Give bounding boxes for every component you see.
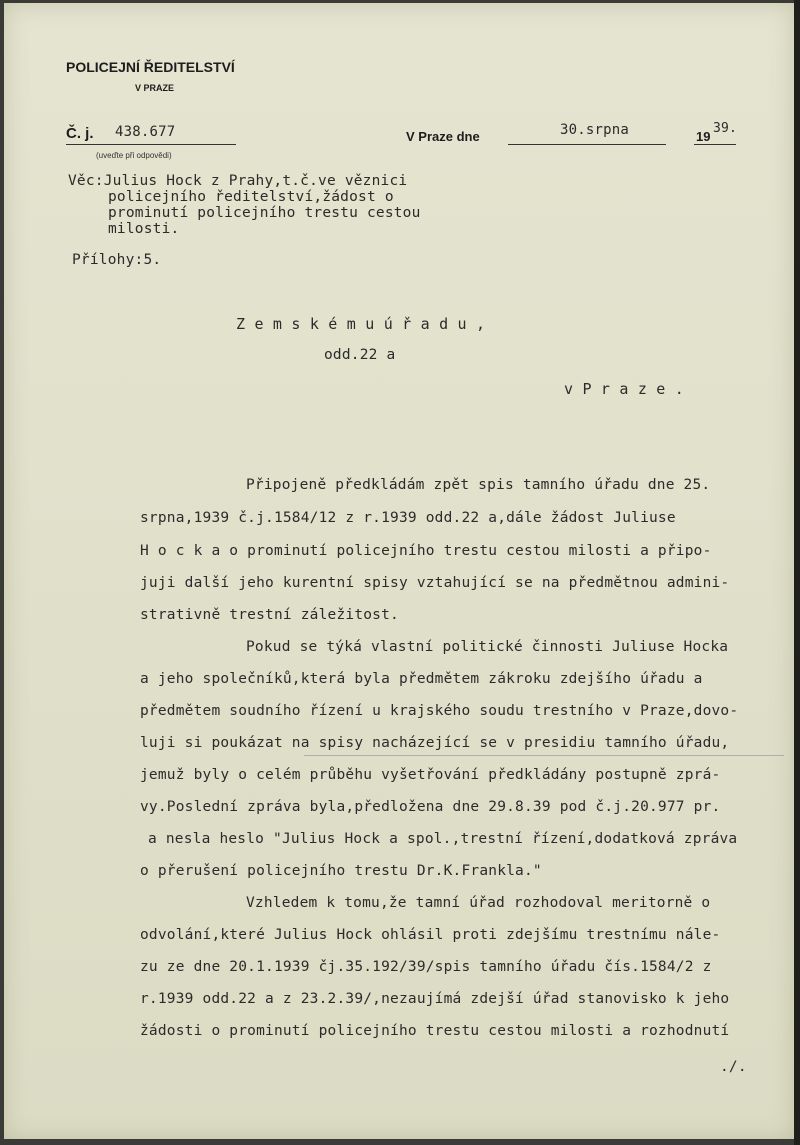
subject-line-4: milosti. bbox=[108, 221, 180, 237]
year-rule bbox=[694, 144, 736, 145]
body-line: srpna,1939 č.j.1584/12 z r.1939 odd.22 a,dále žádost Juliuse bbox=[140, 510, 676, 526]
body-line: Pokud se týká vlastní politické činnosti Juliuse Hocka bbox=[246, 639, 729, 655]
body-line: vy.Poslední zpráva byla,předložena dne 29.8.39 pod č.j.20.977 pr. bbox=[140, 799, 721, 815]
reference-number: 438.677 bbox=[115, 124, 176, 140]
document-page bbox=[4, 3, 794, 1139]
subject-line-3: prominutí policejního trestu cestou bbox=[108, 205, 421, 221]
office-name: POLICEJNÍ ŘEDITELSTVÍ bbox=[66, 59, 235, 75]
body-line: o přerušení policejního trestu Dr.K.Frankla." bbox=[140, 863, 542, 879]
subject-line-1: Věc:Julius Hock z Prahy,t.č.ve věznici bbox=[68, 173, 408, 189]
reference-label: Č. j. bbox=[66, 125, 94, 142]
body-line: zu ze dne 20.1.1939 čj.35.192/39/spis tamního úřadu čís.1584/2 z bbox=[140, 959, 712, 975]
body-line: Vzhledem k tomu,že tamní úřad rozhodoval meritorně o bbox=[246, 895, 711, 911]
date-label: V Praze dne bbox=[406, 129, 480, 144]
date-value: 30.srpna bbox=[560, 122, 630, 138]
subject-line-2: policejního ředitelství,žádost o bbox=[108, 189, 394, 205]
year-suffix: 39. bbox=[713, 121, 738, 136]
continuation-mark: ./. bbox=[720, 1059, 747, 1075]
body-line: a nesla heslo "Julius Hock a spol.,trestní řízení,dodatková zpráva bbox=[148, 831, 738, 847]
body-line: jemuž byly o celém průběhu vyšetřování předkládány postupně zprá- bbox=[140, 767, 721, 783]
body-line: r.1939 odd.22 a z 23.2.39/,nezaujímá zdejší úřad stanovisko k jeho bbox=[140, 991, 730, 1007]
body-line: předmětem soudního řízení u krajského soudu trestního v Praze,dovo- bbox=[140, 703, 739, 719]
body-line: H o c k a o prominutí policejního trestu cestou milosti a připo- bbox=[140, 543, 712, 559]
recipient-office: Z e m s k é m u ú ř a d u , bbox=[236, 315, 486, 333]
scan-edge bbox=[794, 0, 800, 1145]
body-line: žádosti o prominutí policejního trestu cestou milosti a rozhodnutí bbox=[140, 1023, 730, 1039]
office-city: V PRAZE bbox=[135, 83, 175, 93]
recipient-city: v P r a z e . bbox=[564, 380, 684, 398]
recipient-department: odd.22 a bbox=[324, 347, 396, 363]
attachments: Přílohy:5. bbox=[72, 252, 162, 268]
body-line: strativně trestní záležitost. bbox=[140, 607, 399, 623]
body-line: juji další jeho kurentní spisy vztahující se na předmětnou admini- bbox=[140, 575, 730, 591]
body-line: Připojeně předkládám zpět spis tamního úřadu dne 25. bbox=[246, 477, 711, 493]
reference-rule bbox=[66, 144, 236, 145]
year-prefix: 19 bbox=[696, 129, 711, 144]
body-line: odvolání,které Julius Hock ohlásil proti zdejšímu trestnímu nále- bbox=[140, 927, 721, 943]
body-line: luji si poukázat na spisy nacházející se v presidiu tamního úřadu, bbox=[140, 735, 730, 751]
date-rule bbox=[508, 144, 666, 145]
pencil-underline bbox=[304, 755, 784, 756]
body-line: a jeho společníků,která byla předmětem zákroku zdejšího úřadu a bbox=[140, 671, 703, 687]
reference-note: (uveďte při odpovědi) bbox=[96, 151, 172, 160]
